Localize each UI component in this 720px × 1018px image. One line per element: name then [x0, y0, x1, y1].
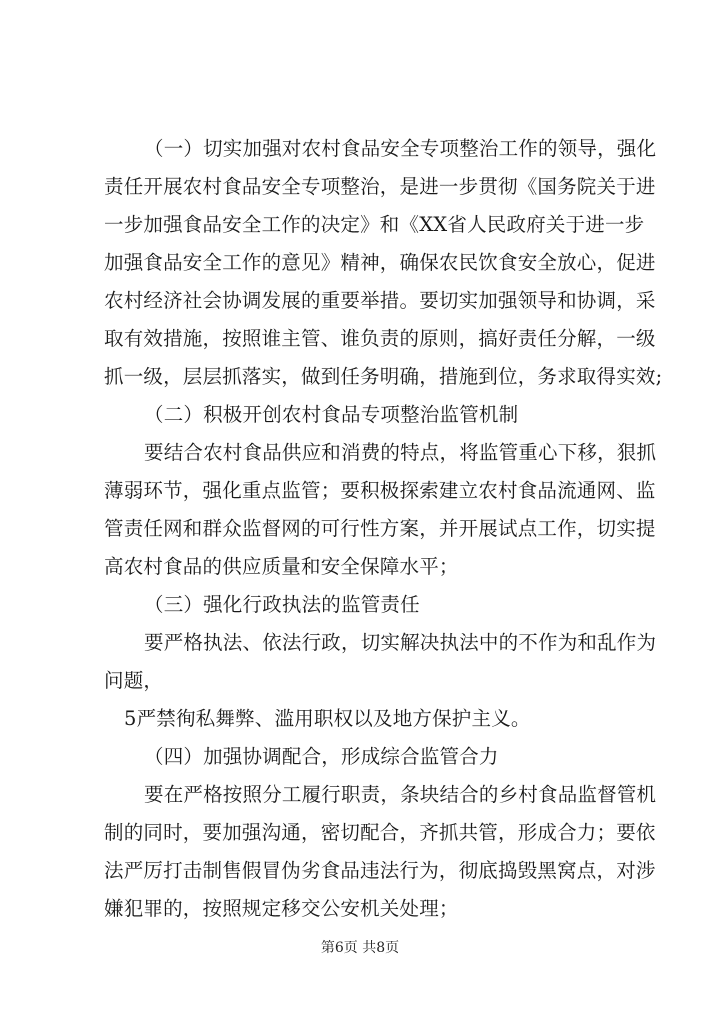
paragraph-4-line-1: 要在严格按照分工履行职责，条块结合的乡村食品监督管机	[144, 783, 657, 806]
paragraph-1-line-3: 一步加强食品安全工作的决定》和《XX省人民政府关于进一步	[104, 213, 645, 236]
paragraph-3-line-2: 问题，	[104, 669, 164, 692]
paragraph-1-line-1: （一）切实加强对农村食品安全专项整治工作的领导，强化	[144, 137, 657, 160]
page-number-footer: 第6页 共8页	[320, 940, 400, 956]
paragraph-2-line-1: 要结合农村食品供应和消费的特点，将监管重心下移，狠抓	[144, 441, 657, 464]
paragraph-4-line-2: 制的同时，要加强沟通，密切配合，齐抓共管，形成合力；要依	[104, 821, 656, 844]
paragraph-2-line-3: 管责任网和群众监督网的可行性方案，并开展试点工作，切实提	[104, 517, 656, 540]
section-heading-3: （三）强化行政执法的监管责任	[144, 593, 420, 616]
paragraph-3-line-3: 5严禁徇私舞弊、滥用职权以及地方保护主义。	[124, 707, 531, 730]
paragraph-1-line-5: 农村经济社会协调发展的重要举措。要切实加强领导和协调，采	[104, 289, 656, 312]
section-heading-4: （四）加强协调配合，形成综合监管合力	[144, 745, 499, 768]
paragraph-1-line-6: 取有效措施，按照谁主管、谁负责的原则，搞好责任分解，一级	[104, 327, 656, 350]
section-heading-2: （二）积极开创农村食品专项整治监管机制	[144, 403, 519, 426]
paragraph-1-line-4: 加强食品安全工作的意见》精神，确保农民饮食安全放心，促进	[104, 251, 656, 274]
paragraph-2-line-4: 高农村食品的供应质量和安全保障水平；	[104, 555, 459, 578]
paragraph-3-line-1: 要严格执法、依法行政，切实解决执法中的不作为和乱作为	[144, 631, 657, 654]
paragraph-4-line-3: 法严厉打击制售假冒伪劣食品违法行为，彻底捣毁黑窝点，对涉	[104, 859, 656, 882]
paragraph-1-line-2: 责任开展农村食品安全专项整治，是进一步贯彻《国务院关于进	[104, 175, 656, 198]
paragraph-2-line-2: 薄弱环节，强化重点监管；要积极探索建立农村食品流通网、监	[104, 479, 656, 502]
paragraph-4-line-4: 嫌犯罪的，按照规定移交公安机关处理；	[104, 897, 459, 920]
paragraph-1-line-7: 抓一级，层层抓落实，做到任务明确，措施到位，务求取得实效;	[104, 365, 663, 388]
